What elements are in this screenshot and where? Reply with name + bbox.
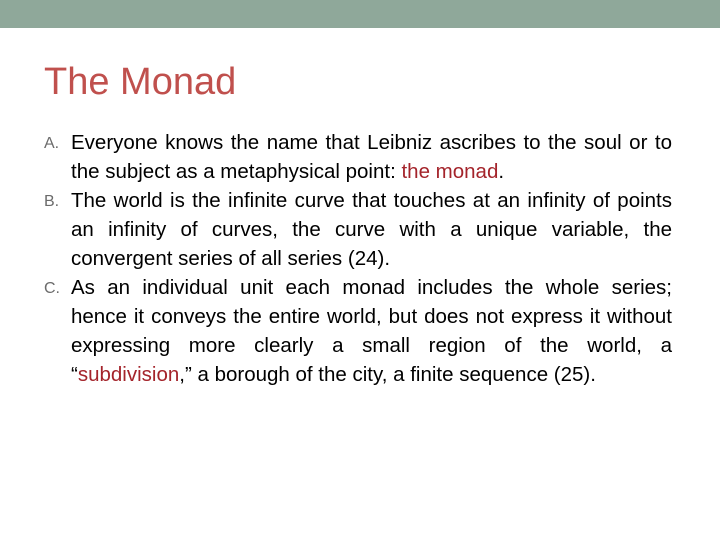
list-item-a bbox=[44, 128, 672, 186]
item-text-end: ,” a borough of the city, a finite sequence (25). bbox=[179, 363, 596, 386]
list-item-c bbox=[44, 273, 672, 389]
list-marker: B. bbox=[44, 193, 60, 210]
item-text: The world is the infinite curve that touches at an infinity of points an infinity of curves, the curve with a unique variable, the convergent series of all series (24). bbox=[71, 189, 672, 270]
item-text: Everyone knows the name that Leibniz ascribes to the soul or to the subject as a metaphysical point: bbox=[71, 131, 672, 183]
item-text-end: . bbox=[498, 160, 505, 183]
highlighted-term: the monad bbox=[401, 160, 499, 183]
highlighted-term: subdivision bbox=[77, 363, 180, 386]
list-marker: A. bbox=[44, 135, 60, 152]
item-text: As an individual unit each monad includes the whole series; hence it conveys the entire world, but does not express it without expressing more clearly a small region of the world, a “ bbox=[71, 276, 672, 386]
list-marker: C. bbox=[44, 280, 60, 297]
bullet-list bbox=[44, 128, 672, 389]
top-banner bbox=[0, 0, 720, 28]
list-item-b bbox=[44, 186, 672, 273]
slide-title: The Monad bbox=[44, 61, 237, 103]
